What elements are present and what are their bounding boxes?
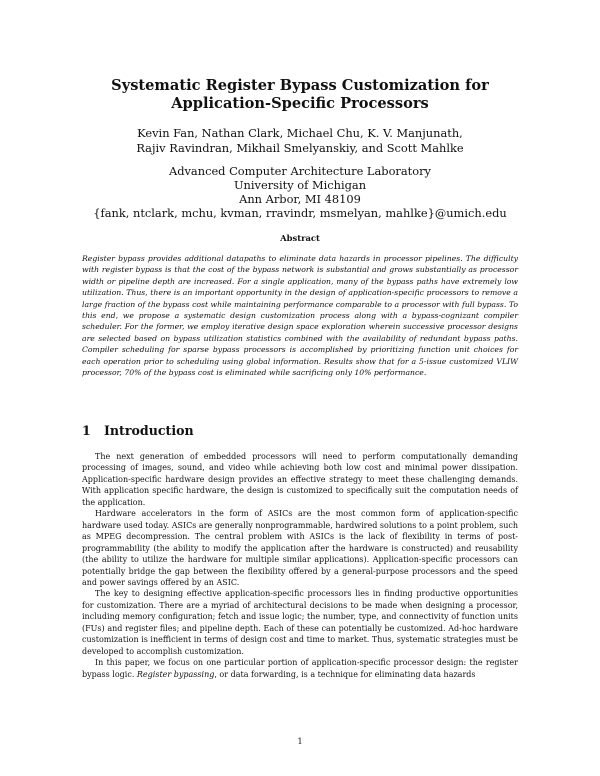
section-number: 1 (82, 423, 91, 438)
affiliation-university: University of Michigan (233, 178, 367, 192)
affiliation-block (60, 164, 540, 220)
abstract-heading: Abstract (280, 233, 320, 243)
title-line-2: Application-Specific Processors (171, 95, 429, 112)
paragraph-4 (82, 657, 518, 680)
paragraph-2: Hardware accelerators in the form of ASICs are the most common form of application-specific hardware used today. ASICs are generally nonprogrammable, hardwired solutions to a point problem, such as MPEG decompression. The central problem with ASICs is the lack of flexibility in terms of post-programmability (the ability to modify the application after the hardware is constructed) and reusability (the ability to utilize the hardware for multiple similar applications). Application-specific processors can potentially bridge the gap between the flexibility offered by a general-purpose processors and the speed and power savings offered by an ASIC. (82, 509, 518, 587)
paragraph-3: The key to designing effective application-specific processors lies in finding productive opportunities for customization. There are a myriad of architectural decisions to be made when designing a processor, including memory configuration; fetch and issue logic; the number, type, and connectivity of function units (FUs) and register files; and pipeline depth. Each of these can potentially be customized. Ad-hoc hardware customization is inefficient in terms of design cost and time to market. Thus, systematic strategies must be developed to accomplish customization. (82, 589, 518, 656)
title-line-1: Systematic Register Bypass Customization for (111, 77, 489, 94)
paragraph-4-term: Register bypassing (136, 669, 215, 679)
paper-title (60, 77, 540, 113)
paragraph-4-start: In this paper, we focus on one particular portion of application-specific processor design: the register bypass logic. (82, 658, 518, 679)
section-title: Introduction (104, 423, 194, 438)
authors-line-1: Kevin Fan, Nathan Clark, Michael Chu, K. V. Manjunath, (137, 126, 463, 140)
affiliation-city: Ann Arbor, MI 48109 (239, 192, 361, 206)
author-emails: {fank, ntclark, mchu, kvman, rravindr, msmelyan, mahlke}@umich.edu (93, 206, 507, 220)
authors-line-2: Rajiv Ravindran, Mikhail Smelyanskiy, and Scott Mahlke (136, 140, 464, 155)
abstract-text: Register bypass provides additional datapaths to eliminate data hazards in processor pipelines. The difficulty with register bypass is that the cost of the bypass network is substantial and grows substantially as processor width or pipeline depth are increased. For a single application, many of the bypass paths have extremely low utilization. Thus, there is an important opportunity in the design of application-specific processors to remove a large fraction of the bypass cost while maintaining performance comparable to a processor with full bypass. To this end, we propose a systematic design customization process along with a bypass-cognizant compiler scheduler. For the former, we employ iterative design space exploration wherein successive processor designs are selected based on bypass utilization statistics combined with the availability of redundant bypass paths. Compiler scheduling for sparse bypass processors is accomplished by prioritizing function unit choices for each operation prior to scheduling using global information. Results show that for a 5-issue customized VLIW processor, 70% of the bypass cost is eliminated while sacrificing only 10% performance. (82, 254, 518, 378)
page-number: 1 (297, 736, 303, 746)
section-body (82, 451, 518, 680)
paragraph-1: The next generation of embedded processors will need to perform computationally demanding processing of images, sound, and video while achieving both low cost and minimal power dissipation. Application-specific hardware design provides an effective strategy to meet these challenging demands. With application specific hardware, the design is customized to specifically suit the computation needs of the application. (82, 452, 518, 507)
paragraph-4-end: , or data forwarding, is a technique for eliminating data hazards (214, 669, 476, 679)
affiliation-lab: Advanced Computer Architecture Laboratory (168, 164, 431, 178)
section-heading (82, 423, 194, 438)
author-list (60, 126, 540, 155)
